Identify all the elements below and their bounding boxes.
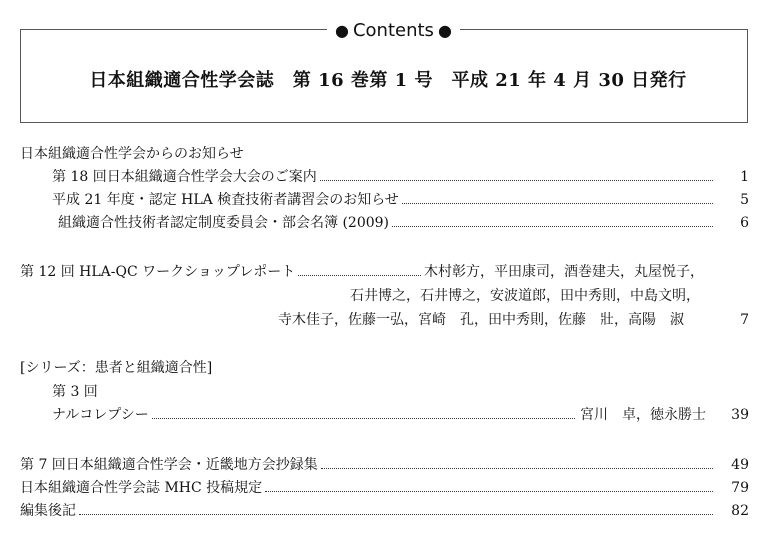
toc-entry[interactable] [20,501,716,521]
section-heading-series: [シリーズ：患者と組織適合性] [20,360,213,376]
toc-entry-title: 第 7 回日本組織適合性学会・近畿地方会抄録集 [20,457,318,473]
toc-entry[interactable] [58,213,716,233]
toc-entry-page: 6 [740,215,749,231]
toc-entry-page: 1 [740,169,749,185]
dot-leader [402,203,713,204]
workshop-authors-line-2: 石井博之，石井博之，安波道郎，田中秀則，中島文明， [350,288,700,304]
issue-title: 日本組織適合性学会誌 第 16 巻第 1 号 平成 21 年 4 月 30 日発行 [89,70,687,91]
toc-entry-workshop[interactable] [20,262,424,282]
toc-entry-page: 5 [740,192,749,208]
toc-entry-title: 組織適合性技術者認定制度委員会・部会名簿 (2009) [58,215,390,231]
toc-entry[interactable] [52,190,716,210]
dot-leader [152,418,575,419]
dot-leader [321,468,713,469]
toc-entry-series[interactable] [52,405,578,425]
dot-leader [265,491,713,492]
toc-entry-page: 79 [731,480,749,496]
toc-entry-title: 平成 21 年度・認定 HLA 検査技術者講習会のお知らせ [52,192,399,208]
toc-entry-page: 39 [731,407,749,423]
dot-leader [79,514,713,515]
workshop-authors-line-1: 木村彰方，平田康司，酒巻建夫，丸屋悦子， [424,264,704,280]
toc-entry-title: 編集後記 [20,503,76,519]
toc-entry[interactable] [20,455,716,475]
toc-entry-title: 日本組織適合性学会誌 MHC 投稿規定 [20,480,263,496]
dot-leader [298,275,421,276]
workshop-authors-line-3: 寺木佳子，佐藤一弘，宮崎 孔，田中秀則，佐藤 壯，高陽 淑 [278,312,684,328]
bullet-icon: ● [335,20,349,40]
toc-entry[interactable] [52,167,716,187]
section-heading-notices: 日本組織適合性学会からのお知らせ [20,146,244,162]
dot-leader [392,226,713,227]
toc-entry-page: 7 [740,312,749,328]
series-authors: 宮川 卓，徳永勝士 [580,407,706,423]
bullet-icon: ● [437,20,452,40]
contents-label [327,17,460,43]
dot-leader [320,180,713,181]
toc-entry-title: ナルコレプシー [52,407,149,423]
contents-label-text: Contents [352,19,434,41]
toc-entry[interactable] [20,478,716,498]
toc-entry-page: 82 [731,503,749,519]
toc-entry-title: 第 18 回日本組織適合性学会大会のご案内 [52,169,317,185]
series-issue: 第 3 回 [52,384,98,400]
toc-entry-title: 第 12 回 HLA-QC ワークショップレポート [20,264,296,280]
toc-entry-page: 49 [731,457,749,473]
